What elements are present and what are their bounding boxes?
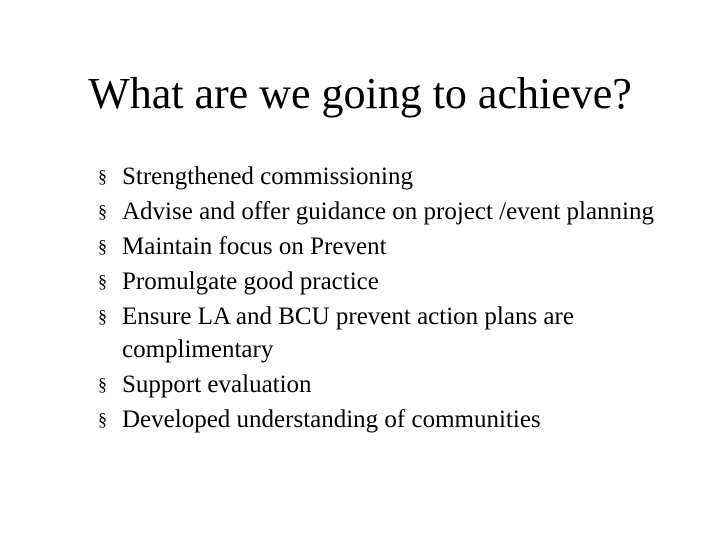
bullet-item <box>98 403 658 436</box>
bullet-marker-icon: § <box>98 166 107 186</box>
bullet-text: Promulgate good practice <box>122 268 379 295</box>
bullet-item <box>98 265 658 298</box>
bullet-marker-icon: § <box>98 271 107 291</box>
bullet-list <box>98 160 658 438</box>
bullet-text: Strengthened commissioning <box>122 163 413 190</box>
bullet-marker-icon: § <box>98 374 107 394</box>
bullet-text: Support evaluation <box>122 371 312 398</box>
bullet-marker-icon: § <box>98 201 107 221</box>
bullet-text: Developed understanding of communities <box>122 406 541 433</box>
bullet-item <box>98 368 658 401</box>
bullet-text: Advise and offer guidance on project /event planning <box>122 198 655 225</box>
bullet-item <box>98 300 658 366</box>
bullet-item <box>98 230 658 263</box>
bullet-marker-icon: § <box>98 236 107 256</box>
bullet-text: Maintain focus on Prevent <box>122 233 387 260</box>
bullet-marker-icon: § <box>98 306 107 326</box>
slide-title: What are we going to achieve? <box>88 69 632 118</box>
bullet-text: Ensure LA and BCU prevent action plans are complimentary <box>122 303 574 363</box>
bullet-item <box>98 195 658 228</box>
bullet-marker-icon: § <box>98 409 107 429</box>
bullet-item <box>98 160 658 193</box>
